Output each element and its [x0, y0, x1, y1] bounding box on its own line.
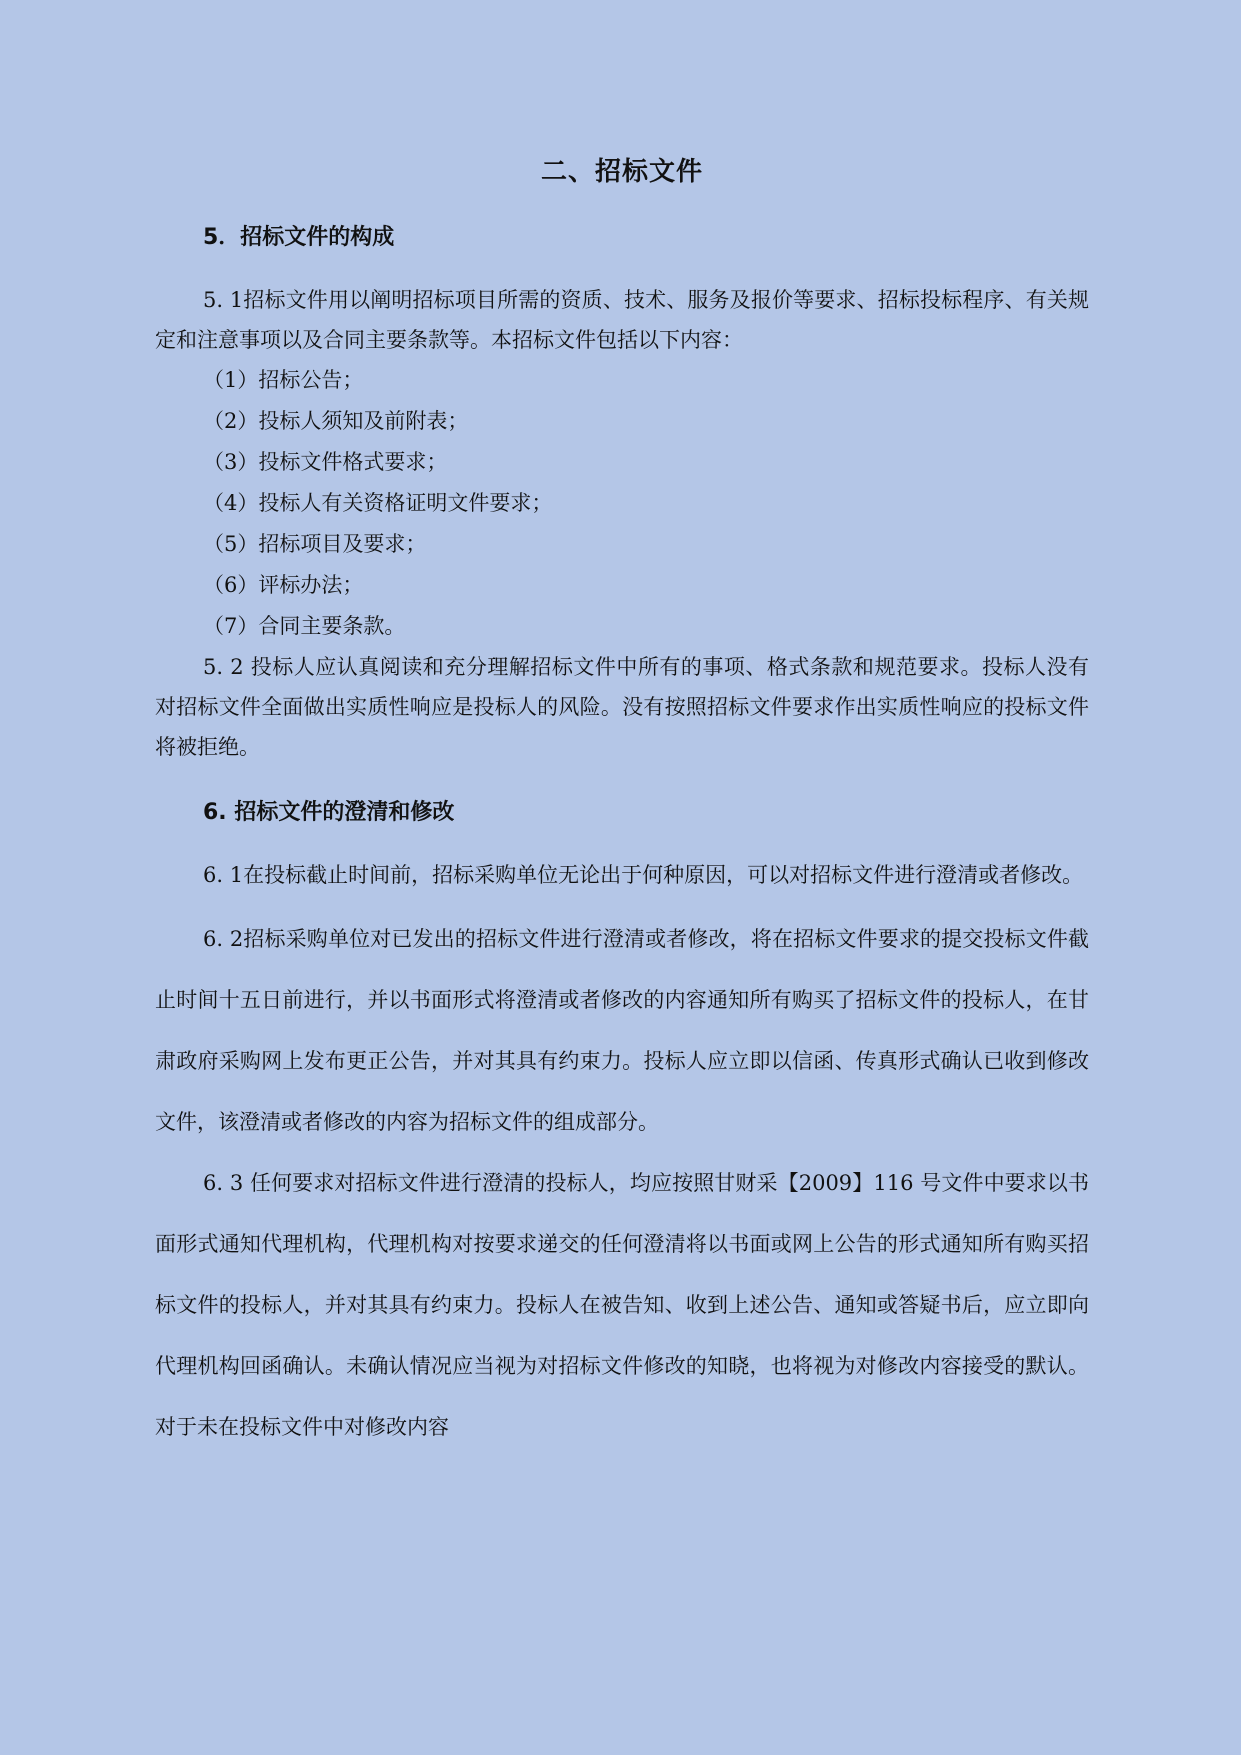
section-6-1-paragraph: 6. 1在投标截止时间前，招标采购单位无论出于何种原因，可以对招标文件进行澄清或者修改。 — [203, 863, 1084, 887]
list-item: （3）投标文件格式要求； — [203, 450, 448, 474]
section-5-2-paragraph: 5. 2 投标人应认真阅读和充分理解招标文件中所有的事项、格式条款和规范要求。投标人没有对招标文件全面做出实质性响应是投标人的风险。没有按照招标文件要求作出实质性响应的投标文件将被拒绝。 — [155, 655, 1089, 759]
section-6-3-paragraph: 6. 3 任何要求对招标文件进行澄清的投标人，均应按照甘财采【2009】116 号文件中要求以书面形式通知代理机构，代理机构对按要求递交的任何澄清将以书面或网上公告的形式通知所有购买招标文件的投标人，并对其具有约束力。投标人在被告知、收到上述公告、通知或答疑书后，应立即向代理机构回函确认。未确认情况应当视为对招标文件修改的知晓，也将视为对修改内容接受的默认。对于未在投标文件中对修改内容 — [155, 1171, 1089, 1439]
list-item: （6）评标办法； — [203, 573, 364, 597]
section-6-heading: 6. 招标文件的澄清和修改 — [203, 800, 455, 825]
list-item: （5）招标项目及要求； — [203, 532, 427, 556]
list-item: （7）合同主要条款。 — [203, 614, 406, 638]
page-title: 二、招标文件 — [540, 157, 703, 187]
list-item: （4）投标人有关资格证明文件要求； — [203, 491, 553, 515]
section-5-1-paragraph: 5. 1招标文件用以阐明招标项目所需的资质、技术、服务及报价等要求、招标投标程序、有关规定和注意事项以及合同主要条款等。本招标文件包括以下内容： — [155, 288, 1089, 352]
section-5-heading: 5．招标文件的构成 — [203, 225, 395, 250]
list-item: （1）招标公告； — [203, 368, 364, 392]
section-6-2-paragraph: 6. 2招标采购单位对已发出的招标文件进行澄清或者修改，将在招标文件要求的提交投标文件截止时间十五日前进行，并以书面形式将澄清或者修改的内容通知所有购买了招标文件的投标人，在甘肃政府采购网上发布更正公告，并对其具有约束力。投标人应立即以信函、传真形式确认已收到修改文件，该澄清或者修改的内容为招标文件的组成部分。 — [155, 927, 1089, 1134]
list-item: （2）投标人须知及前附表； — [203, 409, 469, 433]
contents-list — [155, 360, 1089, 647]
